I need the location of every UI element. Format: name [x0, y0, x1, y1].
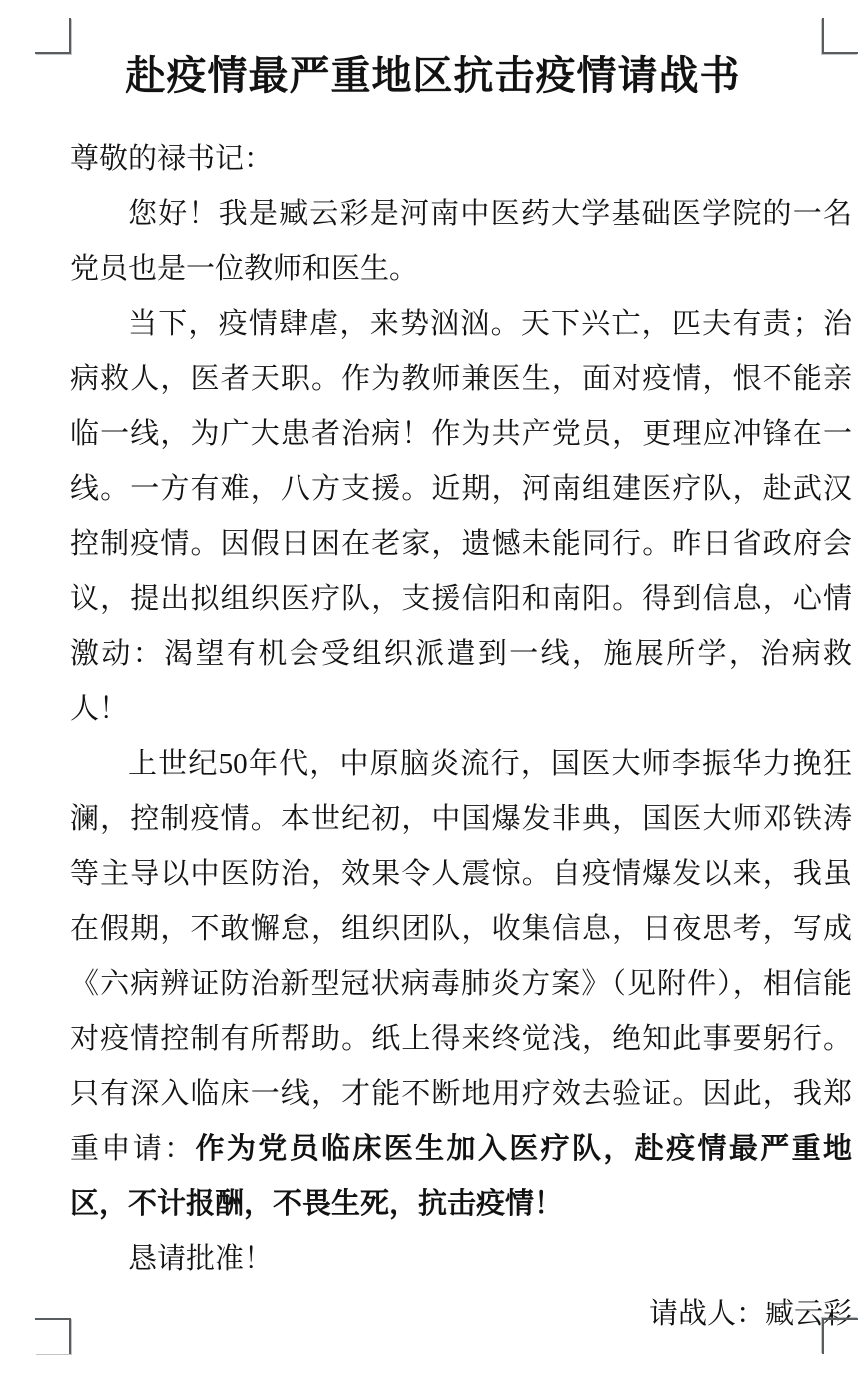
crop-mark-bottom-left: [35, 1318, 71, 1354]
crop-mark-top-left: [35, 18, 71, 54]
salutation: 尊敬的禄书记：: [70, 143, 274, 175]
paragraph-request-normal-text: 上世纪50年代，中原脑炎流行，国医大师李振华力挽狂澜，控制疫情。本世纪初，中国爆发非典，国医大师邓铁涛等主导以中医防治，效果令人震惊。自疫情爆发以来，我虽在假期，不敢懈怠，组织团队，收集信息，日夜思考，写成《六病辨证防治新型冠状病毒肺炎方案》（见附件），相信能对疫情控制有所帮助。纸上得来终觉浅，绝知此事要躬行。只有深入临床一线，才能不断地用疗效去验证。因此，我郑重申请：: [70, 748, 852, 1165]
paragraph-situation: 当下，疫情肆虐，来势汹汹。天下兴亡，匹夫有责；治病救人，医者天职。作为教师兼医生，面对疫情，恨不能亲临一线，为广大患者治病！作为共产党员，更理应冲锋在一线。一方有难，八方支援。近期，河南组建医疗队，赴武汉控制疫情。因假日困在老家，遗憾未能同行。昨日省政府会议，提出拟组织医疗队，支援信阳和南阳。得到信息，心情激动：渴望有机会受组织派遣到一线，施展所学，治病救人！: [70, 308, 852, 725]
page-title: 赴疫情最严重地区抗击疫情请战书: [125, 53, 741, 98]
letter-body: [70, 132, 852, 1342]
closing-line: 恳请批准！: [128, 1243, 274, 1275]
signature: 请战人：臧云彩: [648, 1298, 852, 1330]
crop-mark-bottom-right: [822, 1318, 858, 1354]
paragraph-request: [70, 737, 852, 1232]
paragraph-request-bold-text: 作为党员临床医生加入医疗队，赴疫情最严重地区，不计报酬，不畏生死，抗击疫情！: [70, 1133, 852, 1220]
crop-mark-top-right: [822, 18, 858, 54]
paragraph-introduction: 您好！我是臧云彩是河南中医药大学基础医学院的一名党员也是一位教师和医生。: [70, 198, 852, 285]
